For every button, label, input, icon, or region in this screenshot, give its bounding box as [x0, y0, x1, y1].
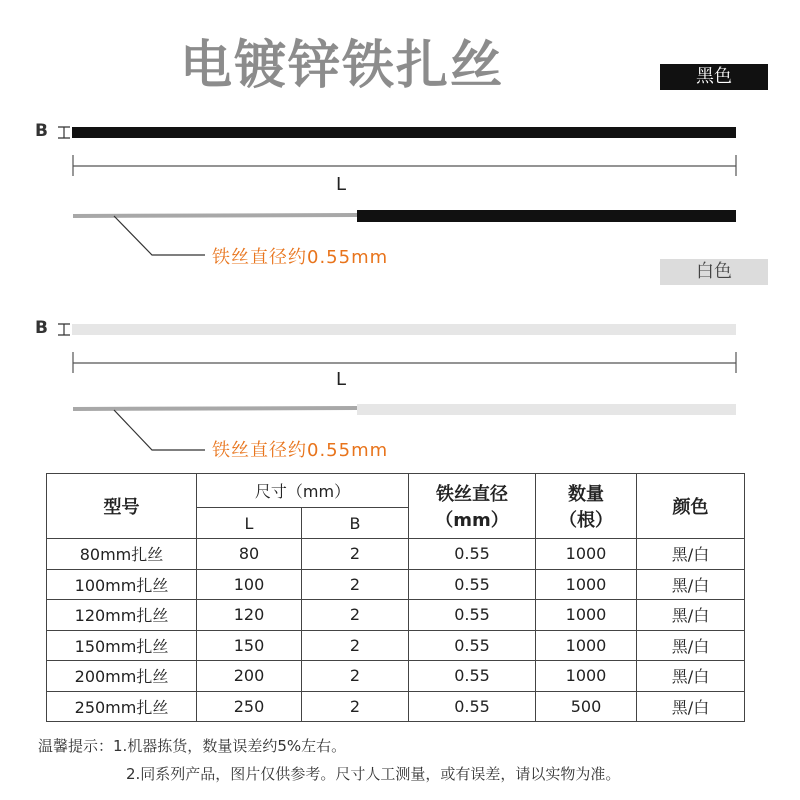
notes: [38, 732, 620, 788]
b-dimension-marker-black: [58, 127, 70, 138]
header-quantity-line2: （根）: [559, 510, 613, 531]
table-row: [47, 661, 745, 692]
cell-b: 2: [302, 691, 409, 722]
cell-b: 2: [302, 630, 409, 661]
b-label-black: B: [35, 121, 48, 141]
cell-color: 黑/白: [637, 691, 745, 722]
header-l: L: [197, 508, 302, 539]
b-dimension-marker-white: [58, 324, 70, 335]
color-badge-white: 白色: [660, 259, 768, 285]
table-row: [47, 691, 745, 722]
cell-model: 250mm扎丝: [47, 691, 197, 722]
cell-color: 黑/白: [637, 539, 745, 570]
header-size: 尺寸（mm）: [197, 474, 409, 508]
cell-l: 150: [197, 630, 302, 661]
cell-qty: 1000: [536, 539, 637, 570]
cell-l: 80: [197, 539, 302, 570]
cell-diameter: 0.55: [409, 691, 536, 722]
l-dimension-line-black: [73, 155, 736, 176]
cell-l: 250: [197, 691, 302, 722]
header-diameter-line1: 铁丝直径: [436, 484, 508, 505]
note-line-1: 温馨提示：1.机器拣货，数量误差约5%左右。: [38, 737, 347, 755]
page-title: 电镀锌铁扎丝: [180, 36, 505, 96]
header-diameter: [409, 474, 536, 539]
callout-leader-white: [114, 410, 205, 450]
table-row: [47, 600, 745, 631]
white-tie-diagram: [58, 324, 736, 450]
callout-leader-black: [114, 216, 205, 255]
cell-color: 黑/白: [637, 630, 745, 661]
wire-diameter-callout-white: 铁丝直径约0.55mm: [212, 440, 389, 461]
b-label-white: B: [35, 318, 48, 338]
cell-qty: 1000: [536, 630, 637, 661]
wire-diameter-callout-black: 铁丝直径约0.55mm: [212, 247, 389, 268]
l-label-white: L: [336, 369, 347, 390]
cell-model: 120mm扎丝: [47, 600, 197, 631]
cell-b: 2: [302, 539, 409, 570]
cell-qty: 1000: [536, 569, 637, 600]
table-row: [47, 539, 745, 570]
cell-diameter: 0.55: [409, 600, 536, 631]
cell-l: 120: [197, 600, 302, 631]
cell-diameter: 0.55: [409, 539, 536, 570]
l-label-black: L: [336, 174, 347, 195]
white-tie-full: [72, 324, 736, 335]
cell-b: 2: [302, 600, 409, 631]
spec-table: [46, 473, 745, 722]
exposed-wire-black: [73, 215, 357, 216]
table-row: [47, 630, 745, 661]
cell-color: 黑/白: [637, 600, 745, 631]
header-diameter-line2: （mm）: [435, 510, 509, 531]
cell-qty: 1000: [536, 661, 637, 692]
cell-diameter: 0.55: [409, 661, 536, 692]
black-tie-full: [72, 127, 736, 138]
cell-b: 2: [302, 569, 409, 600]
cell-b: 2: [302, 661, 409, 692]
note-line-2: 2.同系列产品，图片仅供参考。尺寸人工测量，或有误差，请以实物为准。: [126, 765, 621, 783]
cell-model: 100mm扎丝: [47, 569, 197, 600]
header-color: 颜色: [637, 474, 745, 539]
l-dimension-line-white: [73, 352, 736, 373]
cell-qty: 500: [536, 691, 637, 722]
cell-color: 黑/白: [637, 661, 745, 692]
cell-model: 200mm扎丝: [47, 661, 197, 692]
cell-diameter: 0.55: [409, 630, 536, 661]
black-tie-sheath: [357, 210, 736, 222]
cell-color: 黑/白: [637, 569, 745, 600]
exposed-wire-white: [73, 408, 357, 409]
cell-model: 150mm扎丝: [47, 630, 197, 661]
color-badge-black: 黑色: [660, 64, 768, 90]
cell-qty: 1000: [536, 600, 637, 631]
cell-l: 100: [197, 569, 302, 600]
header-model: 型号: [47, 474, 197, 539]
cell-model: 80mm扎丝: [47, 539, 197, 570]
black-tie-diagram: [58, 127, 736, 255]
white-tie-sheath: [357, 404, 736, 415]
header-quantity-line1: 数量: [568, 484, 604, 505]
cell-l: 200: [197, 661, 302, 692]
header-b: B: [302, 508, 409, 539]
table-row: [47, 569, 745, 600]
cell-diameter: 0.55: [409, 569, 536, 600]
header-quantity: [536, 474, 637, 539]
